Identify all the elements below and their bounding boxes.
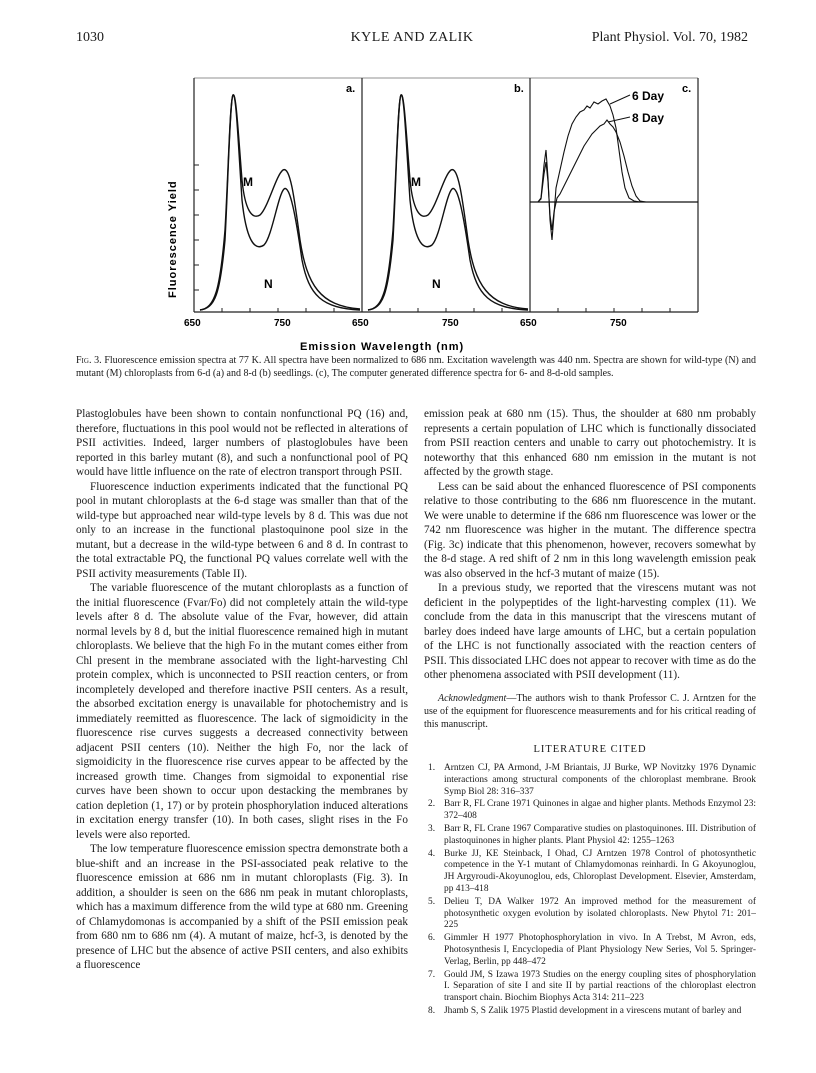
reference-item [424,849,756,896]
journal-citation: Plant Physiol. Vol. 70, 1982 [591,30,748,45]
panel-c [520,78,698,329]
panel-c-curve-8day [532,120,696,230]
left-column [76,407,408,973]
reference-number: 5. [428,896,436,907]
reference-text: Gould JM, S Izawa 1973 Studies on the energy coupling sites of phosphorylation I. Separation of site I and site II by partial reactions of the chloroplast electron transport chain. Biochim Biophys Acta 314: 211–223 [444,969,756,1004]
page-header [76,30,748,50]
left-paragraph-1: Plastoglobules have been shown to contain nonfunctional PQ (16) and, therefore, fluctuations in this pool would not be reflected in alterations of PSII activities. Indeed, larger numbers of plastoglobules have been reported in this barley mutant (8), and such a nonfunctional pool of PQ would have little influence on the rate of electron transport through PSII. [76,408,408,478]
panel-c-6day-label: 6 Day [632,89,665,103]
panel-c-tick-650: 650 [520,318,537,329]
panel-b-curve-n [368,95,528,310]
reference-item [424,897,756,932]
reference-text: Arntzen CJ, PA Armond, J-M Briantais, JJ Burke, WP Novitzky 1976 Dynamic interactions among structural components of the chloroplast membrane. Brook Symp Biol 28: 316–337 [444,763,756,797]
reference-number: 2. [428,799,436,810]
figure-caption [76,354,756,380]
reference-item [424,799,756,823]
panel-c-8day-label: 8 Day [632,111,665,125]
x-axis-label: Emission Wavelength (nm) [300,341,465,353]
reference-text: Barr R, FL Crane 1967 Comparative studies on plastoquinones. III. Distribution of plastoquinones in higher plants. Plant Physiol 42: 1255–1263 [444,823,756,846]
reference-text: Jhamb S, S Zalik 1975 Plastid development in a virescens mutant of barley and [444,1005,742,1016]
right-paragraph-3: In a previous study, we reported that the virescens mutant was not deficient in the polypeptides of the light-harvesting complex (11). We conclude from the data in this manuscript that the virescens mutant of barley does indeed have large amounts of LHC, but a certain population of the LHC is not functionally associated with the reaction centers of PSII. This dissociated LHC does not appear to recover with time as do the other phenomena associated with PSII development (11). [424,582,756,681]
panel-a-curve-m [200,95,360,310]
panel-b-label: b. [514,83,524,95]
reference-number: 6. [428,933,436,944]
reference-item [424,933,756,968]
reference-item [424,824,756,848]
page-number: 1030 [76,30,104,45]
reference-number: 1. [428,763,436,773]
reference-text: Delieu T, DA Walker 1972 An improved method for the measurement of photosynthetic oxygen evolution by isolated chloroplasts. New Phytol 71: 201–225 [444,896,756,931]
reference-number: 4. [428,848,436,859]
panel-a-label: a. [346,83,356,95]
panel-c-tick-750: 750 [610,318,627,329]
figure-3 [120,70,720,360]
caption-prefix: Fig. 3. [76,355,102,366]
acknowledgment-label: Acknowledgment [438,692,507,704]
reference-item [424,763,756,798]
panel-a-m-label: M [243,175,253,189]
left-paragraph-2: Fluorescence induction experiments indicated that the functional PQ pool in mutant chloroplasts at the 6-d stage was smaller than that of the wild-type but approached near wild-type levels by 8 d. This was due not only to an increase in the functional plastoquinone pool size in the mutant, but a decrease in the wild-type between 6 and 8 d. In contrast to the total extractable PQ, the functional PQ values correlate well with the PSII activity measurements (Table II). [76,480,408,580]
reference-number: 8. [428,1005,436,1016]
literature-cited-heading: LITERATURE CITED [533,743,647,755]
reference-number: 7. [428,969,436,980]
reference-text: Gimmler H 1977 Photophosphorylation in vivo. In A Trebst, M Avron, eds, Photosynthesis I, Encyclopedia of Plant Physiology New Series, Vol 5. Springer-Verlag, Berlin, pp 448–472 [444,933,756,967]
caption-text: Fluorescence emission spectra at 77 K. All spectra have been normalized to 686 nm. Excitation wavelength was 440 nm. Spectra are shown for wild-type (N) and mutant (M) chloroplasts from 6-d (a) and 8-d (b) seedlings. (c), The computer generated difference spectra for 6- and 8-d-old samples. [76,355,757,379]
reference-text: Barr R, FL Crane 1971 Quinones in algae and higher plants. Methods Enzymol 23: 372–408 [444,799,756,822]
panel-c-label: c. [682,83,692,95]
panel-b-tick-650: 650 [352,318,369,329]
panel-a [184,78,362,329]
left-paragraph-4: The low temperature fluorescence emission spectra demonstrate both a blue-shift and an increase in the PSI-associated peak relative to the fluorescence emission at 686 nm in mutant chloroplasts (Fig. 3). In addition, a shoulder is seen on the 686 nm peak in mutant chloroplasts, which has a maximum difference from the wild type at 680 nm. Greening of Chlamydomonas is accompanied by a shift of the PSII emission peak from 680 nm to 686 nm (4). A mutant of maize, hcf-3, is denoted by the presence of LHC but the absence of active PSII centers, and also exhibits a fluorescence [76,843,408,971]
reference-item [424,1006,756,1018]
panel-b-n-label: N [432,277,441,291]
panel-b-tick-750: 750 [442,318,459,329]
acknowledgment-text: —The authors wish to thank Professor C. J. Arntzen for the use of the equipment for fluorescence measurements and for his critical reading of this manuscript. [424,692,756,730]
y-axis-label: Fluorescence Yield [167,180,179,298]
acknowledgment [424,692,756,731]
right-paragraph-1: emission peak at 680 nm (15). Thus, the shoulder at 680 nm probably represents a certain population of LHC which is functionally dissociated from PSII reaction centers and unable to carry out photochemistry. It is noteworthy that this enhanced 680 nm emission in the mutant is not affected by the growth stage. [424,408,756,478]
right-paragraph-2: Less can be said about the enhanced fluorescence of PSI components relative to those contributing to the 686 nm fluorescence in the mutant. We were unable to determine if the 686 nm fluorescence was lower or the 742 nm fluorescence was higher in the mutant. The difference spectra (Fig. 3c) indicate that this phenomenon, however, recovers somewhat by the 8-d stage. A red shift of 2 nm in this long wavelength emission peak was also observed in the hcf-3 mutant of maize (15). [424,480,756,580]
panel-a-tick-650: 650 [184,318,201,329]
reference-text: Burke JJ, KE Steinback, I Ohad, CJ Arntzen 1978 Control of photosynthetic competence in the Y-1 mutant of Chlamydomonas reinhardi. In G Akoyunoglou, JH Argyroudi-Akoyunoglou, eds, Chloroplast Development. Elsevier, Amsterdam, pp 413–418 [444,848,756,894]
left-paragraph-3: The variable fluorescence of the mutant chloroplasts as a function of the initial fluorescence (Fvar/Fo) did not completely attain the wild-type levels after 8 d. The absolute value of the Fvar, however, did attain normal levels by 8 d, but the initial fluorescence remained high in mutant chloroplasts. We believe that the high Fo in the mutant comes either from Chl present in the membrane associated with the light-harvesting Chl protein complex, which is unconnected to PSII reaction centers, or from incompletely developed and therefore inactive PSII centers. As a result, the absorbed excitation energy is unavailable for photochemistry and is immediately reemitted as fluorescence. The lack of sigmoidicity in the fluorescence rise curves suggests a decreased connectivity between adjacent PSII centers (10). Neither the high Fo, nor the lack of sigmoidicity in the fluorescence rise curves appear to be affected by the increased growth time. Changes from sigmoidal to exponential rise curves have been shown to occur upon destacking the membranes by cation depletion (1, 17) or by protein phosphorylation induced alterations in excitation energy transfer (10). In both cases, slight rises in the Fo levels were also reported. [76,582,408,841]
fluorescence-spectra-plot [120,70,720,360]
reference-number: 3. [428,823,436,834]
panel-a-curve-n [200,95,360,310]
panel-a-tick-750: 750 [274,318,291,329]
right-column [424,407,756,1019]
panel-b [352,78,530,329]
panel-a-n-label: N [264,277,273,291]
reference-item [424,970,756,1005]
panel-b-curve-m [368,95,528,310]
panel-b-m-label: M [411,175,421,189]
reference-list [424,763,756,1018]
running-title: KYLE AND ZALIK [350,30,474,45]
